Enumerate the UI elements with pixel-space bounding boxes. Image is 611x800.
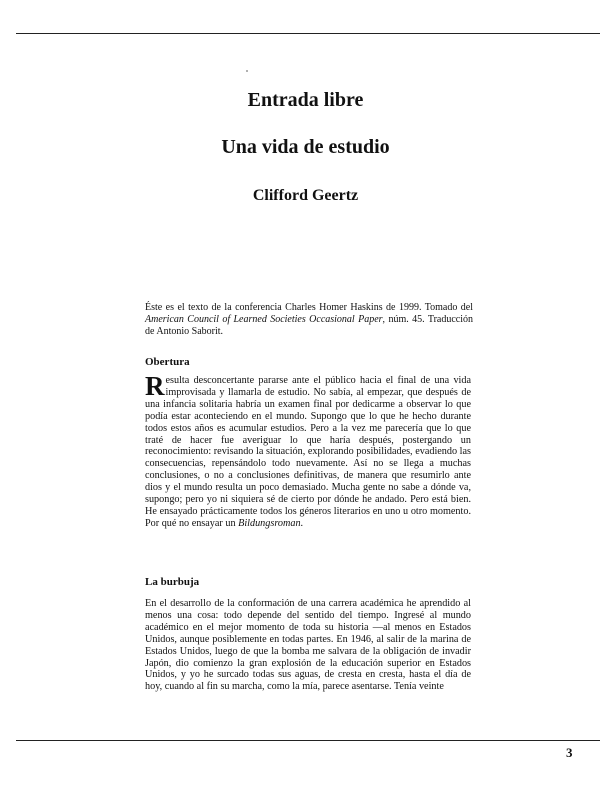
scan-speck bbox=[246, 70, 248, 72]
section-body-la-burbuja: En el desarrollo de la conformación de una carrera académica he aprendido al menos una cosa: todo depende del sentido del tiempo. Ingresé al mundo académico en el mejor momento de toda su historia —al menos en Estados Unidos, aunque posiblemente en todas partes. En 1946, al salir de la marina de Estados Unidos, luego de que la bomba me salvara de la obligación de invadir Japón, dio comienzo la gran explosión de la educación superior en Estados Unidos, y yo he surcado todas sus aguas, de cresta en cresta, hasta el día de hoy, cuando al fin su marcha, como la mía, parece asentarse. Tenía veinte bbox=[145, 598, 471, 693]
source-note-text: Éste es el texto de la conferencia Charles Homer Haskins de 1999. Tomado del bbox=[145, 302, 473, 313]
bottom-rule bbox=[16, 740, 600, 741]
section-heading-la-burbuja: La burbuja bbox=[145, 576, 200, 588]
section-body-obertura bbox=[145, 371, 471, 530]
paragraph-text: esulta desconcertante pararse ante el público hacia el final de una vida improvisada y llamarla de estudio. No sabía, al empezar, que después de una infancia solitaria habría un examen final por dedicarme a observar lo que podía estar aconteciendo en el mundo. Supongo que lo que he hecho durante todos estos años es acumular estudios. Pero a la vez me parecería que lo que traté de hacer fue averiguar lo que haría después, postergando un reconocimiento: revisando la situación, explorando posibilidades, evadiendo las consecuencias, repensándolo todo nuevamente. Así no se llega a muchas conclusiones, o no a conclusiones definitivas, de manera que resumirlo ante dios y el mundo resulta un poco demasiado. Mucha gente no sabe a dónde va, supongo; pero yo ni siquiera sé de cierto por dónde he andado. Pero está bien. He ensayado prácticamente todos los géneros literarios en uno u otro momento. Por qué no ensayar un bbox=[145, 375, 471, 529]
article-title: Entrada libre bbox=[247, 89, 364, 111]
top-rule bbox=[16, 33, 600, 34]
paragraph-period: . bbox=[300, 517, 304, 529]
source-note-publication: American Council of Learned Societies Occasional Paper bbox=[145, 314, 383, 325]
paragraph-italic-term: Bildungsroman bbox=[238, 517, 301, 529]
page-number: 3 bbox=[566, 745, 573, 760]
drop-cap: R bbox=[145, 371, 165, 401]
article-subtitle: Una vida de estudio bbox=[221, 136, 390, 158]
source-note bbox=[145, 302, 473, 338]
section-heading-obertura: Obertura bbox=[145, 356, 190, 368]
source-note-text-end: , núm. 45. Traducción de Antonio Saborit. bbox=[145, 314, 474, 337]
article-author: Clifford Geertz bbox=[252, 187, 359, 204]
